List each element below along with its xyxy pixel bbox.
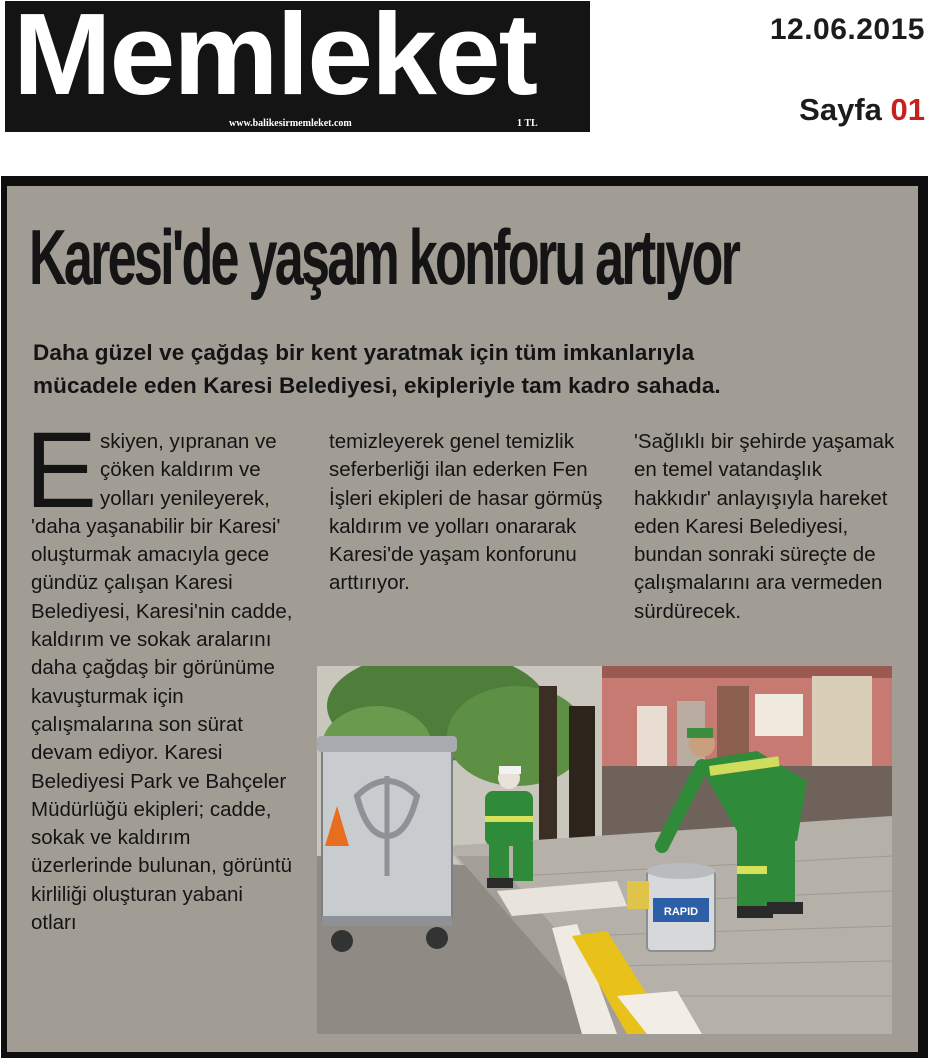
drop-cap: E [25, 409, 98, 530]
column-1-text: skiyen, yıpranan ve çöken kaldırım ve yolları yenileyerek, 'daha yaşanabilir bir Karesi' oluşturmak amacıyla gece gündüz çalışan Karesi Belediyesi, Karesi'nin cadde, kaldırım ve sokak aralarını daha çağdaş bir görünüme kavuşturmak için çalışmalarına son sürat devam ediyor. Karesi Belediyesi Park ve Bahçeler Müdürlüğü ekipleri; cadde, sokak ve kaldırım üzerlerinde bulunan, görüntü kirliliği oluşturan yabani otları [31, 430, 293, 935]
issue-date: 12.06.2015 [769, 13, 925, 46]
article-column-3 [634, 428, 904, 626]
page-prefix: Sayfa [799, 92, 882, 127]
newspaper-logo: Memleket [13, 1, 536, 119]
page-number: 01 [890, 92, 925, 127]
column-3-text: 'Sağlıklı bir şehirde yaşamak en temel vatandaşlık hakkıdır' anlayışıyla hareket eden Karesi Belediyesi, bundan sonraki süreçte de çalışmalarını ara vermeden sürdürecek. [634, 430, 895, 623]
subhead-line-2: mücadele eden Karesi Belediyesi, ekipleriyle tam kadro sahada. [33, 373, 721, 398]
article-column-1 [25, 409, 293, 937]
article-headline: Karesi'de yaşam konforu artıyor [29, 213, 739, 301]
workers-painting-curb-illustration [317, 666, 892, 1034]
article-body [7, 186, 918, 1052]
article-subhead [33, 336, 913, 402]
website-url: www.balikesirmemleket.com [229, 118, 352, 129]
article-column-2 [329, 428, 619, 598]
newspaper-masthead [5, 1, 590, 132]
article-photo [317, 666, 892, 1034]
column-2-text: temizleyerek genel temizlik seferberliği ilan ederken Fen İşleri ekipleri de hasar görmüş kaldırım ve yolları onararak Karesi'de yaşam konforunu arttırıyor. [329, 430, 603, 595]
newspaper-price: 1 TL [517, 118, 538, 129]
page-label [799, 92, 925, 128]
paint-bucket-label: RAPID [663, 906, 699, 918]
article-box [1, 176, 928, 1058]
subhead-line-1: Daha güzel ve çağdaş bir kent yaratmak için tüm imkanlarıyla [33, 340, 695, 365]
